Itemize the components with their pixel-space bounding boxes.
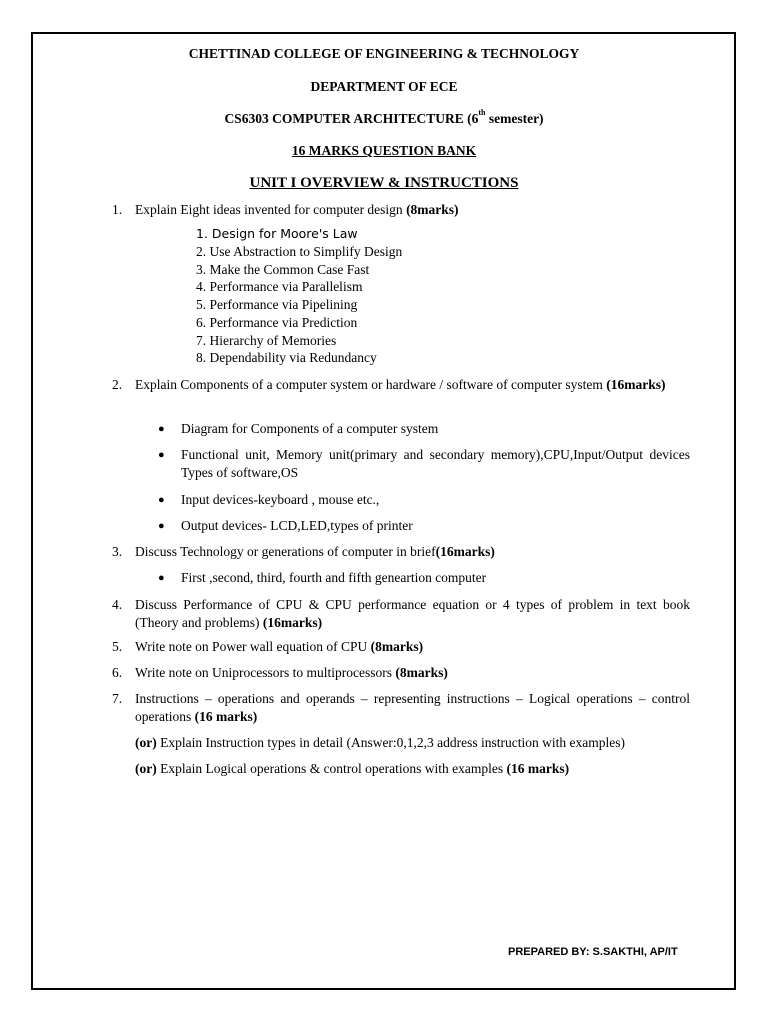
question-body: Write note on Uniprocessors to multiprocessors — [135, 665, 396, 680]
list-item: 7. Hierarchy of Memories — [196, 333, 337, 348]
question-marks: (16 marks) — [194, 709, 258, 724]
question-text — [135, 664, 690, 682]
bullet-icon: ● — [158, 423, 165, 435]
question-text — [135, 596, 690, 632]
question-body: Discuss Technology or generations of computer in brief — [135, 544, 436, 559]
bullet-icon: ● — [158, 572, 165, 584]
question-marks: (8marks) — [395, 665, 448, 680]
unit-title: UNIT I OVERVIEW & INSTRUCTIONS — [249, 175, 519, 191]
alternative-text: Explain Logical operations & control operations with examples — [156, 761, 507, 776]
bullet-text: Functional unit, Memory unit(primary and secondary memory),CPU,Input/Output devices Types of software,OS — [181, 447, 690, 480]
list-item: 8. Dependability via Redundancy — [196, 350, 377, 365]
question-body: Discuss Performance of CPU & CPU performance equation or 4 types of problem in text book (Theory and problems) — [135, 597, 690, 630]
bullet-text: Diagram for Components of a computer system — [181, 421, 439, 436]
question-marks: (8marks) — [406, 202, 459, 217]
prepared-by: PREPARED BY: S.SAKTHI, AP/IT — [508, 946, 678, 958]
or-label: (or) — [135, 735, 157, 750]
question-marks: (8marks) — [370, 639, 424, 654]
list-item: 1. Design for Moore's Law — [196, 226, 358, 241]
question-number: 7. — [112, 691, 123, 706]
question-body: Write note on Power wall equation of CPU — [135, 639, 371, 654]
list-item: 6. Performance via Prediction — [196, 315, 358, 330]
course-title-suffix: semester) — [485, 111, 544, 126]
list-item: 4. Performance via Parallelism — [196, 279, 363, 294]
list-item: 2. Use Abstraction to Simplify Design — [196, 244, 403, 259]
question-text — [135, 543, 690, 561]
question-number: 4. — [112, 597, 123, 612]
question-marks: (16marks) — [435, 544, 495, 559]
question-bank-title: 16 MARKS QUESTION BANK — [291, 143, 477, 158]
question-number: 6. — [112, 665, 123, 680]
bullet-text: Output devices- LCD,LED,types of printer — [181, 518, 413, 533]
or-label: (or) — [135, 761, 157, 776]
bullet-icon: ● — [158, 494, 165, 506]
bullet-icon: ● — [158, 520, 165, 532]
course-title — [0, 108, 768, 127]
question-marks: (16marks) — [606, 377, 666, 392]
alternative-question — [135, 734, 695, 752]
course-title-prefix: CS6303 COMPUTER ARCHITECTURE (6 — [224, 111, 479, 126]
question-body: Instructions – operations and operands – representing instructions – Logical operations – control operations — [135, 691, 690, 724]
question-text — [135, 638, 690, 656]
question-body: Explain Components of a computer system or hardware / software of computer system — [135, 377, 607, 392]
alternative-text: Explain Instruction types in detail (Answer:0,1,2,3 address instruction with examples) — [156, 735, 626, 750]
list-item: 3. Make the Common Case Fast — [196, 262, 370, 277]
alternative-marks: (16 marks) — [506, 761, 570, 776]
alternative-question — [135, 760, 695, 778]
question-number: 2. — [112, 377, 123, 392]
question-marks: (16marks) — [262, 615, 323, 630]
bullet-text: Input devices-keyboard , mouse etc., — [181, 492, 380, 507]
bullet-icon: ● — [158, 449, 165, 461]
question-text — [135, 690, 690, 726]
question-number: 5. — [112, 639, 123, 654]
question-number: 1. — [112, 202, 123, 217]
course-title-superscript: th — [478, 108, 486, 117]
list-item: 5. Performance via Pipelining — [196, 297, 358, 312]
question-text — [135, 376, 690, 394]
question-number: 3. — [112, 544, 123, 559]
college-name: CHETTINAD COLLEGE OF ENGINEERING & TECHNOLOGY — [188, 46, 580, 61]
bullet-text: First ,second, third, fourth and fifth geneartion computer — [181, 570, 487, 585]
question-text — [135, 201, 690, 219]
question-body: Explain Eight ideas invented for computer design — [135, 202, 407, 217]
department-name: DEPARTMENT OF ECE — [310, 79, 458, 94]
